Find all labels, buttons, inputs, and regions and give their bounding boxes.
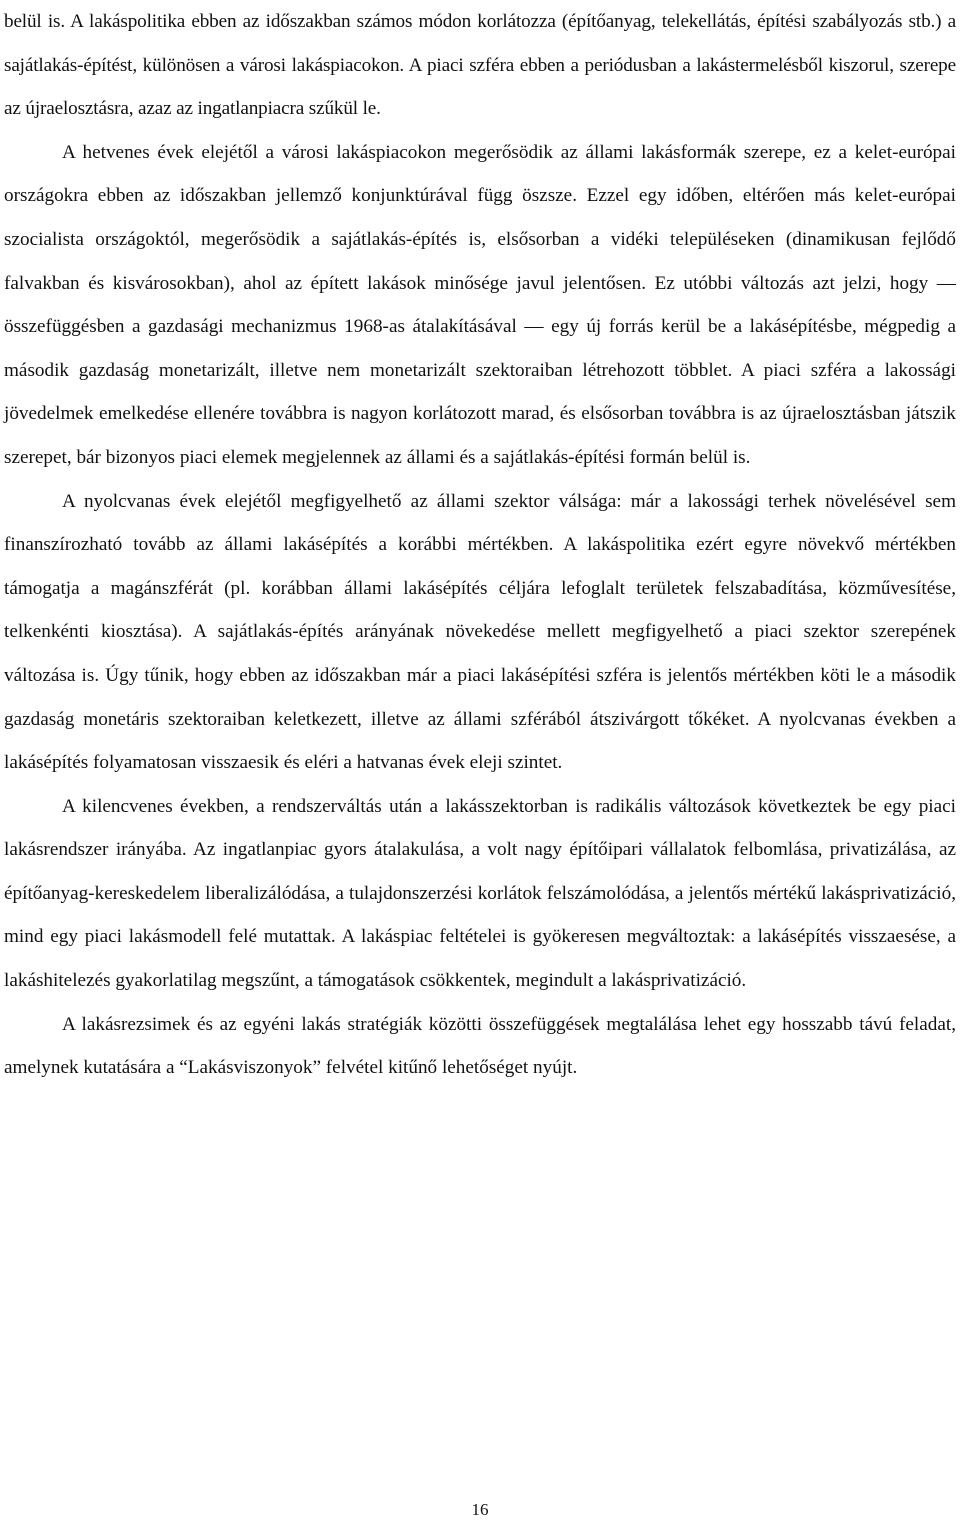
paragraph-4: A kilencvenes években, a rendszerváltás után a lakásszektorban is radikális változások következtek be egy piaci lakásrendszer irányába. Az ingatlanpiac gyors átalakulása, a volt nagy építőipari vállalatok felbomlása, privatizálása, az építőanyag-kereskedelem liberalizálódása, a tulajdonszerzési korlátok felszámolódása, a jelentős mértékű lakásprivatizáció, mind egy piaci lakásmodell felé mutattak. A lakáspiac feltételei is gyökeresen megváltoztak: a lakásépítés visszaesése, a lakáshitelezés gyakorlatilag megszűnt, a támogatások csökkentek, megindult a lakásprivatizáció. <box>4 795 956 992</box>
paragraph-1: belül is. A lakáspolitika ebben az időszakban számos módon korlátozza (építőanyag, telekellátás, építési szabályozás stb.) a sajátlakás-építést, különösen a városi lakáspiacokon. A piaci szféra ebben a periódusban a lakástermelésből kiszorul, szerepe az újraelosztásra, azaz az ingatlanpiacra szűkül le. <box>4 11 956 120</box>
paragraph-5: A lakásrezsimek és az egyéni lakás stratégiák közötti összefüggések megtalálása lehet egy hosszabb távú feladat, amelynek kutatására a “Lakásviszonyok” felvétel kitűnő lehetőséget nyújt. <box>4 1013 956 1079</box>
paragraph-2: A hetvenes évek elejétől a városi lakáspiacokon megerősödik az állami lakásformák szerepe, ez a kelet-európai országokra ebben az időszakban jellemző konjunktúrával függ öszsze. Ezzel egy időben, eltérően más kelet-európai szocialista országoktól, megerősödik a sajátlakás-építés is, elsősorban a vidéki településeken (dinamikusan fejlődő falvakban és kisvárosokban), ahol az épített lakások minősége javul jelentősen. Ez utóbbi változás azt jelzi, hogy — összefüggésben a gazdasági mechanizmus 1968-as átalakításával — egy új forrás kerül be a lakásépítésbe, mégpedig a második gazdaság monetarizált, illetve nem monetarizált szektoraiban létrehozott többlet. A piaci szféra a lakossági jövedelmek emelkedése ellenére továbbra is nagyon korlátozott marad, és elsősorban továbbra is az újraelosztásban játszik szerepet, bár bizonyos piaci elemek megjelennek az állami és a sajátlakás-építési formán belül is. <box>4 141 956 468</box>
page-number: 16 <box>471 1500 489 1519</box>
body-text <box>4 0 956 1090</box>
paragraph-3: A nyolcvanas évek elejétől megfigyelhető az állami szektor válsága: már a lakossági terhek növelésével sem finanszírozható tovább az állami lakásépítés a korábbi mértékben. A lakáspolitika ezért egyre növekvő mértékben támogatja a magánszférát (pl. korábban állami lakásépítés céljára lefoglalt területek felszabadítása, közművesítése, telkenkénti kiosztása). A sajátlakás-építés arányának növekedése mellett megfigyelhető a piaci szektor szerepének változása is. Úgy tűnik, hogy ebben az időszakban már a piaci lakásépítési szféra is jelentős mértékben köti le a második gazdaság monetáris szektoraiban keletkezett, illetve az állami szférából átszivárgott tőkéket. A nyolcvanas években a lakásépítés folyamatosan visszaesik és eléri a hatvanas évek eleji szintet. <box>4 490 956 774</box>
